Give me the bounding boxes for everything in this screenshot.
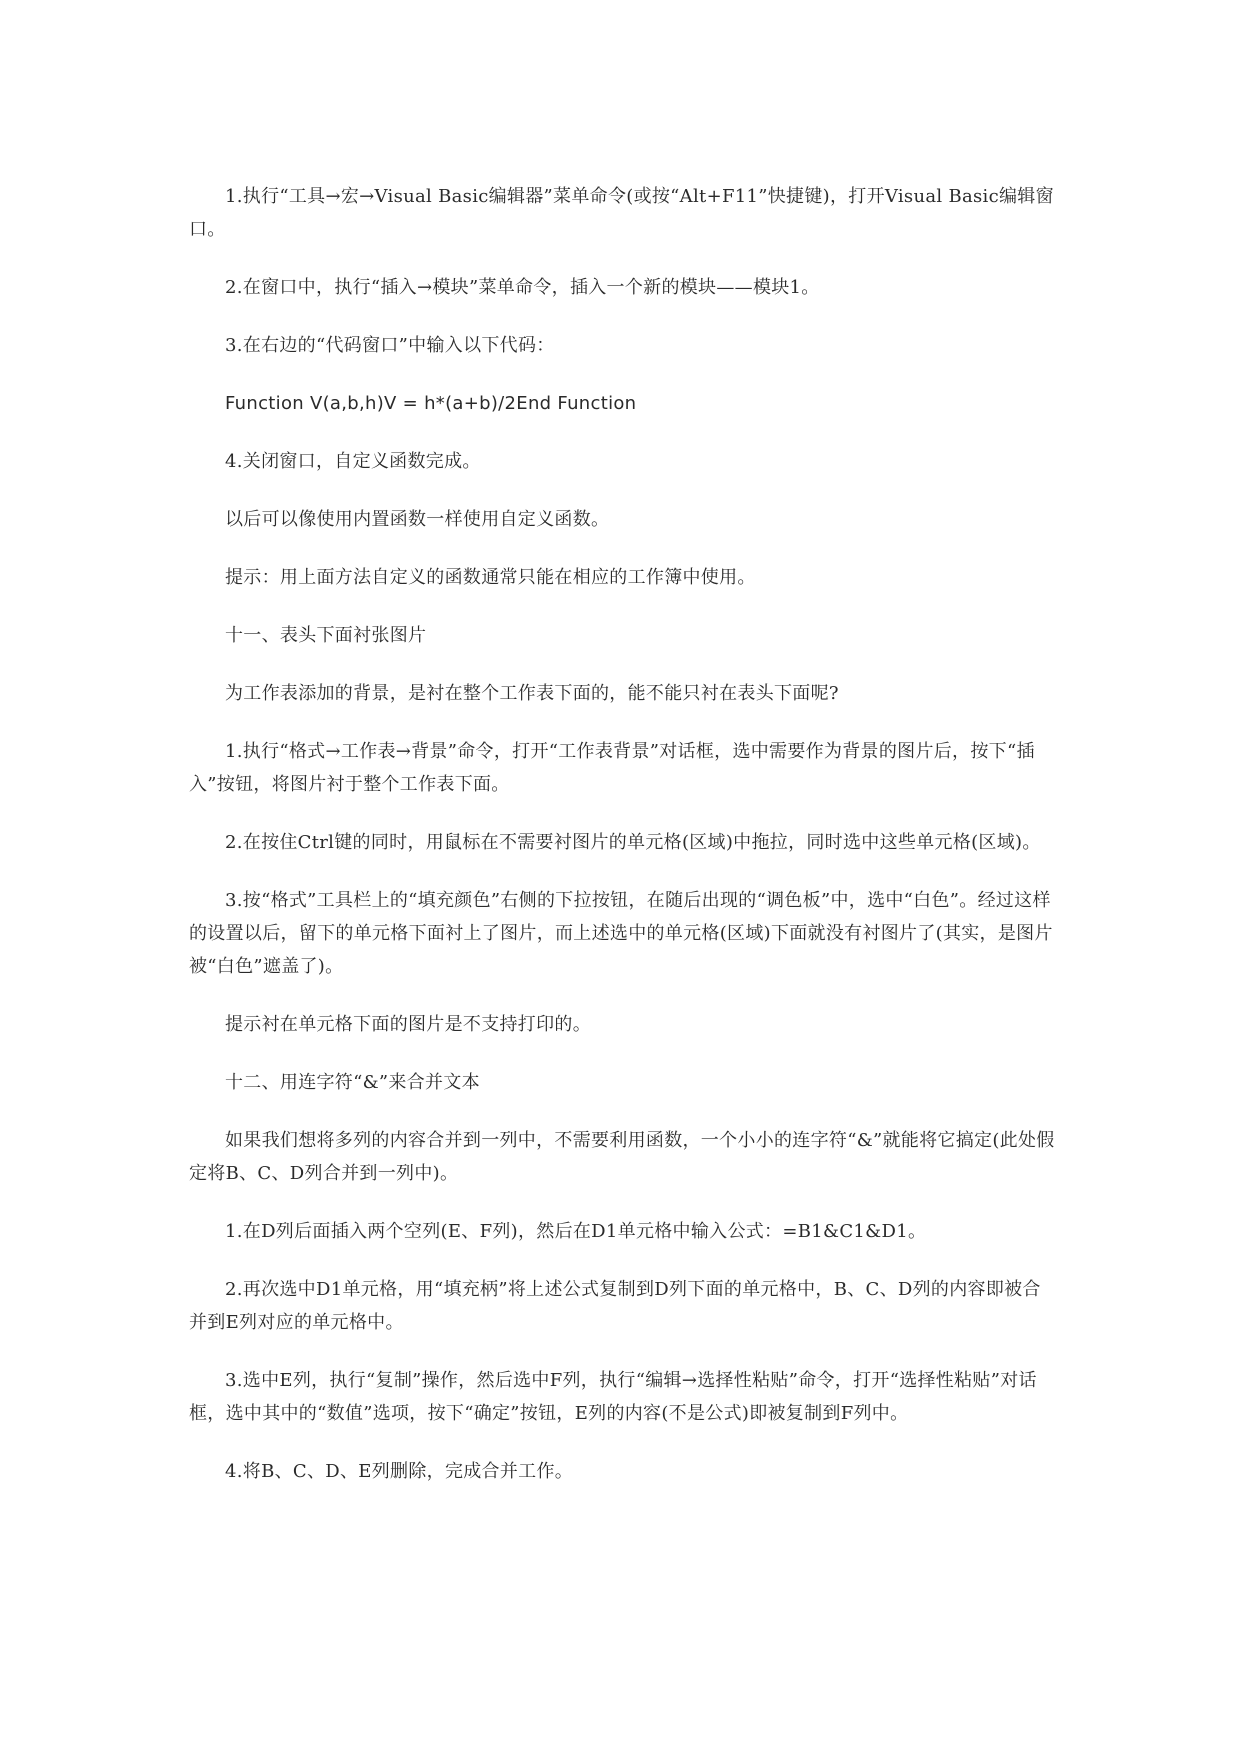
step-close-window: 4.关闭窗口，自定义函数完成。 [225,451,481,472]
tip-workbook-scope: 提示：用上面方法自定义的函数通常只能在相应的工作簿中使用。 [225,567,756,588]
code-snippet: Function V(a,b,h)V = h*(a+b)/2End Function [225,393,637,414]
step-insert-columns: 1.在D列后面插入两个空列(E、F列)，然后在D1单元格中输入公式：=B1&C1&D1。 [225,1221,927,1242]
step-select-cells: 2.在按住Ctrl键的同时，用鼠标在不需要衬图片的单元格(区域)中拖拉，同时选中这些单元格(区域)。 [225,832,1041,853]
document-body [189,180,1059,1488]
section-heading-12: 十二、用连字符“&”来合并文本 [225,1072,480,1093]
tip-no-print: 提示衬在单元格下面的图片是不支持打印的。 [225,1014,591,1035]
step-enter-code: 3.在右边的“代码窗口”中输入以下代码： [225,335,555,356]
section-11-intro: 为工作表添加的背景，是衬在整个工作表下面的，能不能只衬在表头下面呢? [225,683,839,704]
step-paste-values: 3.选中E列，执行“复制”操作，然后选中F列，执行“编辑→选择性粘贴”命令，打开“选择性粘贴”对话框，选中其中的“数值”选项，按下“确定”按钮，E列的内容(不是公式)即被复制到F列中。 [189,1370,1037,1424]
usage-note: 以后可以像使用内置函数一样使用自定义函数。 [225,509,610,530]
step-open-vb-editor: 1.执行“工具→宏→Visual Basic编辑器”菜单命令(或按“Alt+F11”快捷键)，打开Visual Basic编辑窗口。 [189,186,1054,240]
section-12-intro: 如果我们想将多列的内容合并到一列中，不需要利用函数，一个小小的连字符“&”就能将它搞定(此处假定将B、C、D列合并到一列中)。 [189,1130,1055,1184]
step-fill-handle: 2.再次选中D1单元格，用“填充柄”将上述公式复制到D列下面的单元格中，B、C、D列的内容即被合并到E列对应的单元格中。 [189,1279,1041,1333]
section-heading-11: 十一、表头下面衬张图片 [225,625,427,646]
step-delete-columns: 4.将B、C、D、E列删除，完成合并工作。 [225,1461,574,1482]
step-fill-white: 3.按“格式”工具栏上的“填充颜色”右侧的下拉按钮，在随后出现的“调色板”中，选中“白色”。经过这样的设置以后，留下的单元格下面衬上了图片，而上述选中的单元格(区域)下面就没有衬图片了(其实，是图片被“白色”遮盖了)。 [189,890,1053,977]
step-insert-module: 2.在窗口中，执行“插入→模块”菜单命令，插入一个新的模块——模块1。 [225,277,820,298]
step-set-background: 1.执行“格式→工作表→背景”命令，打开“工作表背景”对话框，选中需要作为背景的图片后，按下“插入”按钮，将图片衬于整个工作表下面。 [189,741,1035,795]
